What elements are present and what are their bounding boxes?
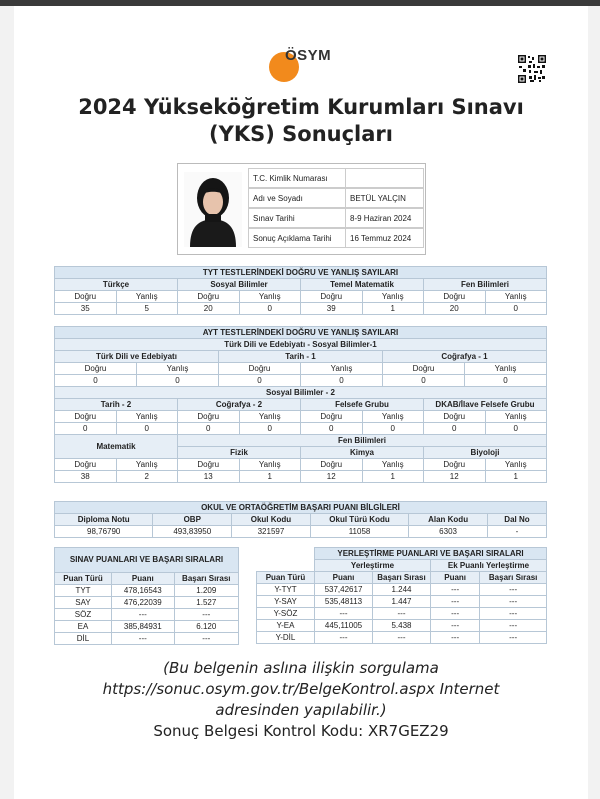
exam-header: Puanı — [112, 573, 175, 585]
school-header: OBP — [153, 514, 232, 526]
ayt-value: 38 — [55, 471, 117, 483]
ayt-g2-subject: Felsefe Grubu — [301, 399, 424, 411]
school-value: 11058 — [310, 526, 408, 538]
school-value: - — [487, 526, 546, 538]
placement-col2: Ek Puanlı Yerleştirme — [431, 560, 547, 572]
ayt-fen-title: Fen Bilimleri — [178, 435, 547, 447]
school-title: OKUL VE ORTAÖĞRETİM BAŞARI PUANI BİLGİLERİ — [55, 502, 547, 514]
table-row — [257, 608, 547, 620]
id-row-result-date — [248, 228, 424, 249]
identity-card — [177, 163, 426, 255]
placement-type: Y-EA — [257, 620, 315, 632]
name-value: BETÜL YALÇIN — [346, 188, 424, 208]
ayt-value: 12 — [424, 471, 486, 483]
result-date-value: 16 Temmuz 2024 — [346, 228, 424, 248]
school-header: Okul Kodu — [232, 514, 311, 526]
ayt-value: 0 — [116, 423, 178, 435]
extra-score: --- — [431, 584, 480, 596]
table-row — [257, 584, 547, 596]
logo-text: ÖSYM — [285, 47, 332, 64]
placement-type: Y-DİL — [257, 632, 315, 644]
table-row — [257, 620, 547, 632]
score-value: 478,16543 — [112, 585, 175, 597]
tyt-value: 0 — [485, 303, 547, 315]
id-label: T.C. Kimlik Numarası — [248, 168, 346, 188]
id-value — [346, 168, 424, 188]
id-row-name — [248, 188, 424, 209]
score-rank: 1.209 — [174, 585, 238, 597]
tyt-subject: Sosyal Bilimler — [178, 279, 301, 291]
ayt-value: 0 — [362, 423, 424, 435]
score-rank: --- — [174, 609, 238, 621]
tyt-subject: Fen Bilimleri — [424, 279, 547, 291]
placement-header: Puanı — [431, 572, 480, 584]
ayt-g2-subject: Tarih - 2 — [55, 399, 178, 411]
extra-score: --- — [431, 608, 480, 620]
score-type: DİL — [55, 633, 112, 645]
tyt-value: 1 — [362, 303, 424, 315]
yanlis-header: Yanlış — [301, 363, 383, 375]
school-header: Dal No — [487, 514, 546, 526]
placement-rank: --- — [373, 632, 431, 644]
ayt-g1-subject: Tarih - 1 — [219, 351, 383, 363]
placement-rank: 1.447 — [373, 596, 431, 608]
tyt-value: 20 — [178, 303, 240, 315]
score-value: 385,84931 — [112, 621, 175, 633]
placement-rank: 1.244 — [373, 584, 431, 596]
ayt-value: 0 — [219, 375, 301, 387]
ayt-value: 0 — [239, 423, 301, 435]
tyt-title: TYT TESTLERİNDEKİ DOĞRU VE YANLIŞ SAYILARI — [55, 267, 547, 279]
dogru-header: Doğru — [301, 291, 363, 303]
school-value: 6303 — [409, 526, 488, 538]
yanlis-header: Yanlış — [485, 291, 547, 303]
dogru-header: Doğru — [55, 411, 117, 423]
exam-scores-title: SINAV PUANLARI VE BAŞARI SIRALARI — [55, 548, 239, 573]
ayt-math-title: Matematik — [55, 435, 178, 459]
placement-type: Y-SAY — [257, 596, 315, 608]
verification-url: https://sonuc.osym.gov.tr/BelgeKontrol.aspx Internet — [102, 680, 500, 698]
ayt-value: 0 — [301, 375, 383, 387]
placement-table — [256, 547, 547, 644]
tyt-value: 0 — [239, 303, 301, 315]
score-type: EA — [55, 621, 112, 633]
yanlis-header: Yanlış — [485, 411, 547, 423]
placement-score: 537,42617 — [315, 584, 373, 596]
ayt-value: 13 — [178, 471, 240, 483]
ayt-value: 1 — [362, 471, 424, 483]
dogru-header: Doğru — [301, 411, 363, 423]
placement-header: Başarı Sırası — [373, 572, 431, 584]
ayt-g1-subject: Türk Dili ve Edebiyatı — [55, 351, 219, 363]
dogru-header: Doğru — [55, 291, 117, 303]
ayt-fen-subject: Kimya — [301, 447, 424, 459]
ayt-value: 0 — [178, 423, 240, 435]
placement-title: YERLEŞTİRME PUANLARI VE BAŞARI SIRALARI — [315, 548, 547, 560]
school-table — [54, 501, 547, 538]
ayt-value: 0 — [55, 375, 137, 387]
score-type: TYT — [55, 585, 112, 597]
yanlis-header: Yanlış — [239, 459, 301, 471]
school-value: 321597 — [232, 526, 311, 538]
dogru-header: Doğru — [424, 291, 486, 303]
ayt-g2-subject: Coğrafya - 2 — [178, 399, 301, 411]
dogru-header: Doğru — [383, 363, 465, 375]
ayt-g1-subject: Coğrafya - 1 — [383, 351, 547, 363]
ayt-group1-title: Türk Dili ve Edebiyatı - Sosyal Bilimler-1 — [55, 339, 547, 351]
score-value: 476,22039 — [112, 597, 175, 609]
dogru-header: Doğru — [301, 459, 363, 471]
yanlis-header: Yanlış — [239, 411, 301, 423]
yanlis-header: Yanlış — [116, 291, 178, 303]
dogru-header: Doğru — [178, 411, 240, 423]
extra-score: --- — [431, 620, 480, 632]
placement-corner — [257, 548, 315, 572]
yanlis-header: Yanlış — [362, 411, 424, 423]
id-row-tc — [248, 168, 424, 189]
ayt-value: 0 — [383, 375, 465, 387]
dogru-header: Doğru — [55, 363, 137, 375]
extra-rank: --- — [480, 620, 547, 632]
tyt-subject: Türkçe — [55, 279, 178, 291]
placement-score: 535,48113 — [315, 596, 373, 608]
score-rank: 1.527 — [174, 597, 238, 609]
placement-header: Puan Türü — [257, 572, 315, 584]
table-row — [55, 633, 239, 645]
yanlis-header: Yanlış — [465, 363, 547, 375]
extra-score: --- — [431, 596, 480, 608]
control-code: Sonuç Belgesi Kontrol Kodu: XR7GEZ29 — [153, 722, 449, 740]
yanlis-header: Yanlış — [362, 291, 424, 303]
ayt-group2-title: Sosyal Bilimler - 2 — [55, 387, 547, 399]
dogru-header: Doğru — [424, 411, 486, 423]
ayt-value: 2 — [116, 471, 178, 483]
ayt-value: 12 — [301, 471, 363, 483]
dogru-header: Doğru — [178, 291, 240, 303]
ayt-value: 0 — [301, 423, 363, 435]
exam-scores-table — [54, 547, 239, 645]
yanlis-header: Yanlış — [116, 459, 178, 471]
tyt-value: 39 — [301, 303, 363, 315]
table-row — [55, 621, 239, 633]
score-type: SÖZ — [55, 609, 112, 621]
placement-header: Başarı Sırası — [480, 572, 547, 584]
table-row — [257, 632, 547, 644]
table-row — [55, 609, 239, 621]
exam-date-value: 8-9 Haziran 2024 — [346, 208, 424, 228]
score-rank: 6.120 — [174, 621, 238, 633]
placement-score: 445,11005 — [315, 620, 373, 632]
school-value: 98,76790 — [55, 526, 153, 538]
ayt-table — [54, 326, 547, 483]
placement-type: Y-TYT — [257, 584, 315, 596]
school-header: Alan Kodu — [409, 514, 488, 526]
ayt-value: 0 — [424, 423, 486, 435]
table-row — [55, 597, 239, 609]
ayt-g2-subject: DKAB/İlave Felsefe Grubu — [424, 399, 547, 411]
ayt-value: 0 — [485, 423, 547, 435]
dogru-header: Doğru — [424, 459, 486, 471]
page-subtitle: (YKS) Sonuçları — [209, 122, 393, 146]
ayt-fen-subject: Biyoloji — [424, 447, 547, 459]
score-value: --- — [112, 609, 175, 621]
exam-header: Başarı Sırası — [174, 573, 238, 585]
placement-rank: 5.438 — [373, 620, 431, 632]
ayt-value: 1 — [239, 471, 301, 483]
result-date-label: Sonuç Açıklama Tarihi — [248, 228, 346, 248]
tyt-table — [54, 266, 547, 315]
ayt-value: 1 — [485, 471, 547, 483]
placement-col1: Yerleştirme — [315, 560, 431, 572]
score-type: SAY — [55, 597, 112, 609]
extra-score: --- — [431, 632, 480, 644]
yanlis-header: Yanlış — [485, 459, 547, 471]
extra-rank: --- — [480, 632, 547, 644]
exam-header: Puan Türü — [55, 573, 112, 585]
extra-rank: --- — [480, 608, 547, 620]
ayt-value: 0 — [55, 423, 117, 435]
school-header: Diploma Notu — [55, 514, 153, 526]
yanlis-header: Yanlış — [362, 459, 424, 471]
tyt-value: 5 — [116, 303, 178, 315]
placement-score: --- — [315, 608, 373, 620]
tyt-value: 20 — [424, 303, 486, 315]
id-row-exam-date — [248, 208, 424, 229]
name-label: Adı ve Soyadı — [248, 188, 346, 208]
dogru-header: Doğru — [178, 459, 240, 471]
table-row — [257, 596, 547, 608]
extra-rank: --- — [480, 596, 547, 608]
tyt-value: 35 — [55, 303, 117, 315]
placement-rank: --- — [373, 608, 431, 620]
tyt-subject: Temel Matematik — [301, 279, 424, 291]
verification-note: (Bu belgenin aslına ilişkin sorgulama — [163, 659, 439, 677]
school-value: 493,83950 — [153, 526, 232, 538]
table-row — [55, 585, 239, 597]
placement-score: --- — [315, 632, 373, 644]
yanlis-header: Yanlış — [239, 291, 301, 303]
ayt-title: AYT TESTLERİNDEKİ DOĞRU VE YANLIŞ SAYILARI — [55, 327, 547, 339]
ayt-value: 0 — [137, 375, 219, 387]
dogru-header: Doğru — [219, 363, 301, 375]
verification-note-end: adresinden yapılabilir.) — [215, 701, 387, 719]
extra-rank: --- — [480, 584, 547, 596]
score-value: --- — [112, 633, 175, 645]
dogru-header: Doğru — [55, 459, 117, 471]
exam-date-label: Sınav Tarihi — [248, 208, 346, 228]
page-title: 2024 Yükseköğretim Kurumları Sınavı — [78, 95, 524, 119]
placement-type: Y-SÖZ — [257, 608, 315, 620]
ayt-fen-subject: Fizik — [178, 447, 301, 459]
yanlis-header: Yanlış — [116, 411, 178, 423]
candidate-photo — [184, 172, 242, 247]
school-header: Okul Türü Kodu — [310, 514, 408, 526]
qr-code-icon — [517, 54, 547, 84]
placement-header: Puanı — [315, 572, 373, 584]
ayt-value: 0 — [465, 375, 547, 387]
yanlis-header: Yanlış — [137, 363, 219, 375]
score-rank: --- — [174, 633, 238, 645]
